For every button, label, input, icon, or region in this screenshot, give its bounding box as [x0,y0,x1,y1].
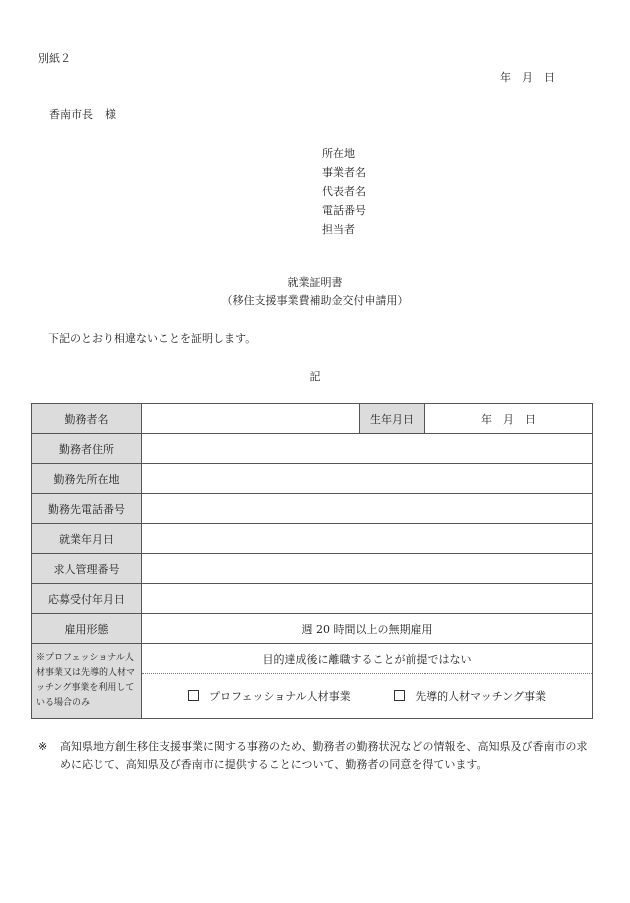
dob-date-text: 年 月 日 [481,412,536,426]
field-representative: 代表者名 [322,185,366,198]
checkbox-leading-label: 先導的人材マッチング事業 [415,690,546,703]
row-worker-address [32,434,593,464]
footnote-mark: ※ [38,740,48,753]
row-workplace-address [32,464,593,494]
certificate-table [31,403,593,719]
checkbox-professional-group[interactable] [188,688,351,704]
row-note-condition [32,644,593,674]
application-date-value [142,584,593,614]
worker-name-value [142,404,360,434]
employment-type-label: 雇用形態 [32,614,142,644]
checkbox-professional-label: プロフェッショナル人材事業 [209,690,351,703]
workplace-phone-label: 勤務先電話番号 [32,494,142,524]
row-worker-name [32,404,593,434]
document-subtitle: （移住支援事業費補助金交付申請用） [221,294,409,307]
addressee-name: 香南市長 [49,108,93,121]
employment-type-value: 週 20 時間以上の無期雇用 [142,614,593,644]
employment-date-label: 就業年月日 [32,524,142,554]
job-number-label: 求人管理番号 [32,554,142,584]
row-employment-date [32,524,593,554]
applicant-fields [322,144,366,239]
checkbox-leading-group[interactable] [394,688,546,704]
checkbox-leading[interactable] [394,690,405,701]
workplace-address-label: 勤務先所在地 [32,464,142,494]
row-application-date [32,584,593,614]
row-employment-type [32,614,593,644]
date-line: 年 月 日 [500,71,555,84]
certify-statement: 下記のとおり相違ないことを証明します。 [48,332,257,345]
row-job-number [32,554,593,584]
note-condition: 目的達成後に離職することが前提ではない [142,644,593,674]
addressee [49,106,116,122]
ki-heading: 記 [309,370,321,383]
job-number-value [142,554,593,584]
appendix-label: 別紙２ [38,52,71,65]
checkbox-professional[interactable] [188,690,199,701]
dob-label: 生年月日 [360,404,425,434]
worker-address-label: 勤務者住所 [32,434,142,464]
field-contact-person: 担当者 [322,223,355,236]
field-company-name: 事業者名 [322,166,366,179]
worker-address-value [142,434,593,464]
note-label: ※プロフェッショナル人材事業又は先導的人材マッチング事業を利用している場合のみ [32,644,142,719]
addressee-honorific: 様 [105,108,116,121]
field-phone: 電話番号 [322,204,366,217]
workplace-address-value [142,464,593,494]
document-title: 就業証明書 [287,276,343,289]
field-location: 所在地 [322,147,355,160]
dob-value [425,404,593,434]
employment-date-value [142,524,593,554]
row-workplace-phone [32,494,593,524]
footnote-text: 高知県地方創生移住支援事業に関する事務のため、勤務者の勤務状況などの情報を、高知県及び香南市の求めに応じて、高知県及び香南市に提供することについて、勤務者の同意を得ています。 [60,740,588,771]
workplace-phone-value [142,494,593,524]
footnote [38,738,598,774]
note-checkboxes [142,674,593,719]
worker-name-label: 勤務者名 [32,404,142,434]
application-date-label: 応募受付年月日 [32,584,142,614]
